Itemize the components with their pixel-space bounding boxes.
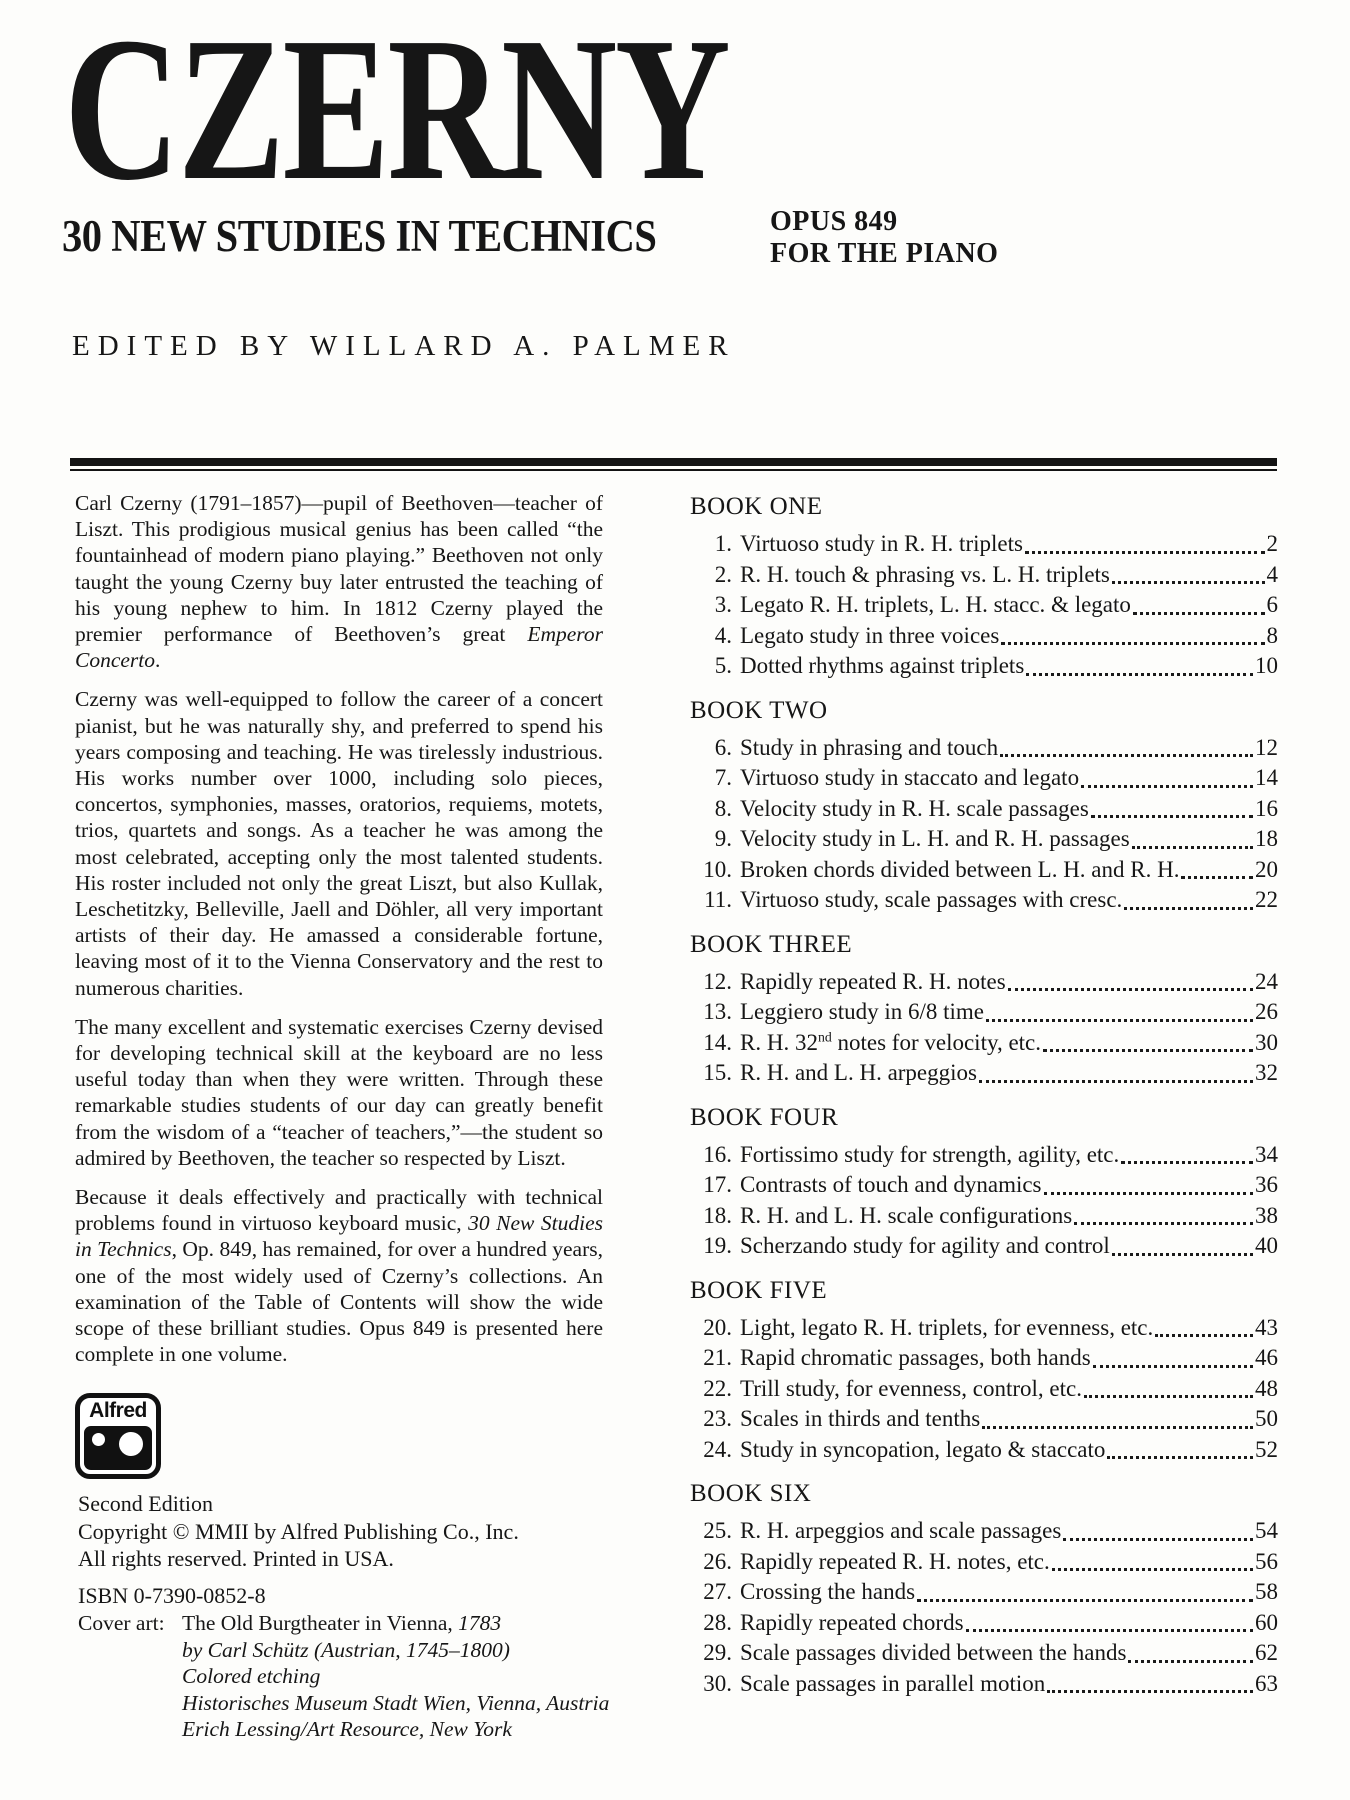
text-run: Historisches Museum Stadt Wien, Vienna, Austria bbox=[182, 1690, 610, 1715]
cover-art-credit bbox=[78, 1610, 609, 1743]
text-run: R. H. arpeggios and scale passages bbox=[740, 1518, 1062, 1543]
toc-item-page: 22 bbox=[1255, 887, 1278, 912]
text-run: Rapidly repeated R. H. notes bbox=[740, 968, 1006, 994]
toc-item bbox=[690, 1374, 1278, 1405]
toc-leader-dots bbox=[1093, 1365, 1253, 1368]
toc-book-heading: BOOK FOUR bbox=[690, 1103, 839, 1131]
toc-item-label bbox=[740, 885, 1122, 916]
toc-item-label bbox=[740, 1374, 1082, 1405]
text-run: Virtuoso study in staccato and legato bbox=[740, 765, 1080, 790]
subtitle-text: 30 NEW STUDIES IN TECHNICS bbox=[62, 211, 657, 261]
cover-art-line bbox=[182, 1690, 609, 1717]
toc-item-page: 43 bbox=[1255, 1314, 1278, 1340]
alfred-publisher-logo bbox=[75, 1393, 161, 1479]
toc-item-page: 50 bbox=[1255, 1406, 1278, 1431]
toc-item-number: 4. bbox=[714, 622, 732, 648]
toc-leader-dots bbox=[1074, 1222, 1253, 1225]
toc-leader-dots bbox=[1008, 988, 1253, 991]
toc-item-number: 14. bbox=[703, 1029, 732, 1055]
toc-item-number: 3. bbox=[714, 592, 732, 617]
toc-item-number: 27. bbox=[703, 1579, 732, 1604]
toc-item bbox=[690, 1547, 1278, 1578]
toc-item-number: 28. bbox=[703, 1609, 732, 1635]
text-run: Scales in thirds and tenths bbox=[740, 1406, 981, 1431]
toc-item-label bbox=[740, 997, 984, 1028]
toc-item-label bbox=[740, 1638, 1126, 1669]
toc-leader-dots bbox=[1063, 1538, 1253, 1541]
toc-item-number: 2. bbox=[714, 561, 732, 587]
text-run: Velocity study in L. H. and R. H. passages bbox=[740, 826, 1130, 851]
cover-art-line bbox=[182, 1610, 609, 1637]
toc-book-heading: BOOK FIVE bbox=[690, 1276, 828, 1304]
text-run: R. H. and L. H. arpeggios bbox=[740, 1060, 977, 1085]
text-run: Rapidly repeated chords bbox=[740, 1609, 964, 1635]
toc-item-number: 10. bbox=[703, 856, 732, 882]
toc-item-page: 30 bbox=[1255, 1029, 1278, 1055]
toc-item-number: 6. bbox=[714, 734, 732, 760]
toc-item bbox=[690, 1231, 1278, 1262]
text-run: Virtuoso study in R. H. triplets bbox=[740, 531, 1023, 556]
editor-credit: EDITED BY WILLARD A. PALMER bbox=[72, 330, 736, 362]
toc-item-page: 14 bbox=[1255, 765, 1278, 790]
toc-item bbox=[690, 794, 1278, 825]
toc-item-label bbox=[740, 733, 998, 764]
subtitle bbox=[62, 212, 723, 262]
toc-leader-dots bbox=[1047, 1690, 1253, 1693]
text-run: notes for velocity, etc. bbox=[831, 1029, 1042, 1055]
toc-item bbox=[690, 1669, 1278, 1700]
toc-item-number: 19. bbox=[703, 1233, 732, 1258]
toc-book-heading: BOOK THREE bbox=[690, 930, 853, 958]
toc-item bbox=[690, 967, 1278, 998]
text-run: Broken chords divided between L. H. and R. H. bbox=[740, 856, 1180, 882]
toc-leader-dots bbox=[1121, 1161, 1253, 1164]
toc-item-page: 38 bbox=[1255, 1202, 1278, 1228]
text-run: Dotted rhythms against triplets bbox=[740, 653, 1025, 678]
toc-item-page: 10 bbox=[1255, 653, 1278, 678]
toc-item-page: 16 bbox=[1255, 795, 1278, 821]
text-run: Czerny was well-equipped to follow the career of a concert pianist, but he was naturally shy, and preferred to spend his years composing and teaching. He was tirelessly industrious. His works number over 1000, including solo pieces, concertos, symphonies, masses, oratorios, requiems, motets, trios, quartets and songs. As a teacher he was among the most celebrated, accepting only the most talented students. His roster included not only the great Liszt, but also Kullak, Leschetitzky, Belleville, Jaell and Döhler, all very important artists of their day. He amassed a considerable fortune, leaving most of it to the Vienna Conservatory and the rest to numerous charities. bbox=[75, 687, 603, 1000]
toc-item-label bbox=[740, 763, 1079, 794]
toc-item bbox=[690, 1638, 1278, 1669]
text-run: Rapid chromatic passages, both hands bbox=[740, 1345, 1091, 1370]
text-run: . bbox=[155, 648, 161, 673]
text-run: The Old Burgtheater in Vienna, bbox=[182, 1611, 459, 1635]
text-run: R. H. and L. H. scale configurations bbox=[740, 1202, 1073, 1228]
cover-art-line bbox=[182, 1637, 609, 1664]
text-run: by Carl Schütz (Austrian, 1745–1800) bbox=[182, 1637, 510, 1662]
toc-leader-dots bbox=[1044, 1192, 1253, 1195]
toc-item-label bbox=[740, 1669, 1045, 1700]
toc-leader-dots bbox=[1112, 581, 1265, 584]
toc-book bbox=[690, 696, 1278, 916]
text-run: , Op. 849, has remained, for over a hundred years, one of the most widely used of Czerny’s collections. An examination of the Table of Contents will show the wide scope of these brilliant studies. Opus 849 is presented here complete in one volume. bbox=[75, 1237, 603, 1367]
text-run: R. H. 32 bbox=[740, 1029, 818, 1055]
toc-item-number: 26. bbox=[703, 1548, 732, 1574]
publisher-block bbox=[78, 1490, 519, 1609]
toc-item-page: 63 bbox=[1255, 1670, 1278, 1696]
toc-leader-dots bbox=[979, 1080, 1253, 1083]
toc-item-number: 11. bbox=[704, 887, 732, 912]
toc-item-page: 36 bbox=[1255, 1172, 1278, 1197]
toc-item-page: 8 bbox=[1266, 622, 1278, 648]
toc-item bbox=[690, 1140, 1278, 1171]
toc-item-label bbox=[740, 1577, 915, 1608]
toc-item-number: 20. bbox=[703, 1314, 732, 1340]
toc-item-number: 15. bbox=[703, 1060, 732, 1085]
opus-block bbox=[770, 206, 998, 270]
intro-paragraph bbox=[75, 490, 603, 673]
toc-item bbox=[690, 1058, 1278, 1089]
text-run: Virtuoso study, scale passages with cresc. bbox=[740, 887, 1123, 912]
toc-item bbox=[690, 1404, 1278, 1435]
toc-leader-dots bbox=[1001, 642, 1264, 645]
toc-leader-dots bbox=[1043, 1049, 1253, 1052]
toc-item-label bbox=[740, 621, 999, 652]
toc-item-page: 58 bbox=[1255, 1579, 1278, 1604]
cover-art-line bbox=[182, 1663, 609, 1690]
toc-leader-dots bbox=[1112, 1253, 1253, 1256]
opus-number: OPUS 849 bbox=[770, 206, 898, 237]
toc-item-label bbox=[740, 824, 1130, 855]
toc-item bbox=[690, 997, 1278, 1028]
toc-item-label bbox=[740, 1231, 1110, 1262]
toc-item bbox=[690, 1170, 1278, 1201]
toc-item-label bbox=[740, 1404, 980, 1435]
toc-item bbox=[690, 1435, 1278, 1466]
toc-item-page: 40 bbox=[1255, 1233, 1278, 1258]
toc-item-label bbox=[740, 855, 1179, 886]
text-run: Scherzando study for agility and control bbox=[740, 1233, 1110, 1258]
text-run: 1783 bbox=[458, 1611, 502, 1635]
toc-item-page: 24 bbox=[1255, 968, 1278, 994]
toc-item-page: 12 bbox=[1255, 734, 1278, 760]
toc-item-page: 34 bbox=[1255, 1141, 1278, 1167]
toc-item-number: 9. bbox=[714, 826, 732, 851]
toc-item-page: 60 bbox=[1255, 1609, 1278, 1635]
toc-item-label bbox=[740, 1140, 1119, 1171]
toc-item-label bbox=[740, 1547, 1050, 1578]
text-run: Fortissimo study for strength, agility, etc. bbox=[740, 1141, 1120, 1167]
toc-item-number: 17. bbox=[703, 1172, 732, 1197]
text-run: Light, legato R. H. triplets, for evenness, etc. bbox=[740, 1314, 1154, 1340]
toc-item bbox=[690, 1608, 1278, 1639]
toc-item bbox=[690, 1028, 1278, 1059]
toc-item bbox=[690, 855, 1278, 886]
toc-leader-dots bbox=[986, 1019, 1253, 1022]
toc-item bbox=[690, 1201, 1278, 1232]
toc-item-page: 32 bbox=[1255, 1060, 1278, 1085]
toc-leader-dots bbox=[1084, 1395, 1253, 1398]
toc-item-label bbox=[740, 529, 1023, 560]
alfred-logo-wordmark: Alfred bbox=[89, 1399, 147, 1422]
toc-item-page: 2 bbox=[1266, 531, 1278, 556]
toc-item-number: 18. bbox=[703, 1202, 732, 1228]
cover-art-label: Cover art: bbox=[78, 1611, 165, 1635]
toc-item bbox=[690, 1516, 1278, 1547]
toc-item bbox=[690, 1577, 1278, 1608]
text-run: Erich Lessing/Art Resource, New York bbox=[182, 1717, 512, 1741]
toc-item-number: 12. bbox=[703, 968, 732, 994]
opus-instrument: FOR THE PIANO bbox=[770, 238, 999, 269]
text-run: Study in phrasing and touch bbox=[740, 734, 999, 760]
toc-item bbox=[690, 733, 1278, 764]
toc-book bbox=[690, 492, 1278, 682]
toc-item-page: 62 bbox=[1255, 1640, 1278, 1665]
toc-item-page: 56 bbox=[1255, 1548, 1278, 1574]
toc-leader-dots bbox=[1133, 612, 1265, 615]
toc-leader-dots bbox=[1155, 1334, 1253, 1337]
toc-book-heading: BOOK ONE bbox=[690, 493, 823, 520]
toc-item-number: 25. bbox=[703, 1518, 732, 1543]
copyright-line: Copyright © MMII by Alfred Publishing Co., Inc. bbox=[78, 1518, 519, 1544]
text-run: Crossing the hands bbox=[740, 1579, 916, 1604]
page-title-text: CZERNY bbox=[64, 0, 729, 223]
toc-item-page: 52 bbox=[1255, 1436, 1278, 1462]
toc-item-page: 46 bbox=[1255, 1345, 1278, 1370]
toc-leader-dots bbox=[917, 1599, 1253, 1602]
toc-item-number: 7. bbox=[714, 765, 732, 790]
cover-art-line bbox=[182, 1716, 609, 1743]
text-run: The many excellent and systematic exercises Czerny devised for developing technical skill at the keyboard are no less useful today than when they were written. Through these remarkable studies students of our day can greatly benefit from the wisdom of a “teacher of teachers,”—the student so admired by Beethoven, the teacher so respected by Liszt. bbox=[75, 1014, 603, 1170]
toc-book-heading: BOOK TWO bbox=[690, 696, 828, 724]
toc-item-label bbox=[740, 794, 1089, 825]
toc-item bbox=[690, 1313, 1278, 1344]
text-run: Rapidly repeated R. H. notes, etc. bbox=[740, 1548, 1050, 1574]
toc-item bbox=[690, 824, 1278, 855]
toc-item-label bbox=[740, 1608, 964, 1639]
toc-leader-dots bbox=[1025, 551, 1265, 554]
toc-item-label bbox=[740, 1028, 1041, 1059]
toc-item-number: 13. bbox=[703, 999, 732, 1024]
text-run: Colored etching bbox=[182, 1664, 321, 1688]
toc-leader-dots bbox=[1107, 1456, 1253, 1459]
toc-item-number: 23. bbox=[703, 1406, 732, 1431]
toc-book bbox=[690, 930, 1278, 1089]
toc-item-page: 18 bbox=[1255, 826, 1278, 851]
toc-item bbox=[690, 621, 1278, 652]
text-run: Legato study in three voices bbox=[740, 622, 1000, 648]
toc-leader-dots bbox=[1091, 815, 1253, 818]
toc-leader-dots bbox=[1026, 673, 1253, 676]
toc-book-heading: BOOK SIX bbox=[690, 1480, 812, 1507]
toc-item bbox=[690, 763, 1278, 794]
toc-item-page: 54 bbox=[1255, 1518, 1278, 1543]
toc-item bbox=[690, 885, 1278, 916]
toc-item-label bbox=[740, 1201, 1072, 1232]
toc-item bbox=[690, 560, 1278, 591]
toc-item-number: 1. bbox=[714, 531, 732, 556]
text-run: 30 New Studies in Technics bbox=[75, 1211, 603, 1262]
toc-leader-dots bbox=[966, 1629, 1253, 1632]
toc-item-page: 6 bbox=[1266, 592, 1278, 617]
text-run: Contrasts of touch and dynamics bbox=[740, 1172, 1042, 1197]
toc-item bbox=[690, 529, 1278, 560]
intro-paragraph bbox=[75, 1184, 603, 1367]
toc-item-label bbox=[740, 1435, 1105, 1466]
toc-item-label bbox=[740, 1313, 1153, 1344]
toc-books bbox=[690, 492, 1278, 1699]
toc-item-number: 22. bbox=[703, 1375, 732, 1401]
toc-item-page: 26 bbox=[1255, 999, 1278, 1024]
toc-item-label bbox=[740, 1170, 1042, 1201]
intro-paragraph bbox=[75, 686, 603, 1000]
edition-line: Second Edition bbox=[78, 1491, 214, 1516]
toc-item-page: 20 bbox=[1255, 856, 1278, 882]
toc-book bbox=[690, 1276, 1278, 1466]
text-run: Leggiero study in 6/8 time bbox=[740, 999, 985, 1024]
toc-item-number: 21. bbox=[703, 1345, 732, 1370]
double-rule-divider bbox=[70, 458, 1277, 471]
toc-item-label bbox=[740, 1516, 1061, 1547]
toc-item bbox=[690, 590, 1278, 621]
toc-item-number: 29. bbox=[703, 1640, 732, 1665]
toc-item bbox=[690, 651, 1278, 682]
toc-item-label bbox=[740, 590, 1131, 621]
toc-leader-dots bbox=[1181, 876, 1253, 879]
intro-paragraphs bbox=[75, 490, 603, 1381]
toc-item-number: 30. bbox=[703, 1670, 732, 1696]
toc-book bbox=[690, 1103, 1278, 1262]
toc-leader-dots bbox=[1128, 1660, 1253, 1663]
toc-item-number: 24. bbox=[703, 1436, 732, 1462]
toc-item-number: 8. bbox=[714, 795, 732, 821]
toc-leader-dots bbox=[1081, 785, 1253, 788]
toc-leader-dots bbox=[982, 1426, 1253, 1429]
text-run: Emperor Concerto bbox=[75, 622, 603, 673]
text-run: Trill study, for evenness, control, etc. bbox=[740, 1375, 1082, 1401]
toc-item-page: 48 bbox=[1255, 1375, 1278, 1401]
toc-item-number: 5. bbox=[714, 653, 732, 678]
toc-leader-dots bbox=[1124, 907, 1253, 910]
text-run: Scale passages divided between the hands bbox=[740, 1640, 1127, 1665]
text-run: Scale passages in parallel motion bbox=[740, 1670, 1046, 1696]
text-run: Because it deals effectively and practically with technical problems found in virtuoso keyboard music, bbox=[75, 1185, 603, 1236]
text-run: R. H. touch & phrasing vs. L. H. triplets bbox=[740, 561, 1110, 587]
toc-item bbox=[690, 1343, 1278, 1374]
toc-item-label bbox=[740, 560, 1110, 591]
toc-leader-dots bbox=[1052, 1568, 1253, 1571]
toc-item-label bbox=[740, 1058, 977, 1089]
text-run: nd bbox=[817, 1028, 832, 1044]
toc-item-label bbox=[740, 651, 1024, 682]
isbn-line: ISBN 0-7390-0852-8 bbox=[78, 1582, 266, 1608]
text-run: Velocity study in R. H. scale passages bbox=[740, 795, 1089, 821]
text-run: Legato R. H. triplets, L. H. stacc. & legato bbox=[740, 592, 1131, 617]
toc-item-label bbox=[740, 967, 1006, 998]
rights-line: All rights reserved. Printed in USA. bbox=[78, 1546, 394, 1571]
toc-book bbox=[690, 1479, 1278, 1699]
toc-item-label bbox=[740, 1343, 1091, 1374]
alfred-logo-glyph-icon bbox=[84, 1426, 152, 1470]
text-run: Carl Czerny (1791–1857)—pupil of Beethoven—teacher of Liszt. This prodigious musical genius has been called “the fountainhead of modern piano playing.” Beethoven not only taught the young Czerny buy later entrusted the teaching of his young nephew to him. In 1812 Czerny played the premier performance of Beethoven’s great bbox=[75, 491, 603, 647]
intro-paragraph bbox=[75, 1014, 603, 1171]
toc-leader-dots bbox=[1132, 846, 1253, 849]
toc-leader-dots bbox=[1000, 754, 1253, 757]
toc-item-number: 16. bbox=[703, 1141, 732, 1167]
text-run: Study in syncopation, legato & staccato bbox=[740, 1436, 1106, 1462]
toc-item-page: 4 bbox=[1266, 561, 1278, 587]
cover-art-lines bbox=[182, 1610, 609, 1743]
